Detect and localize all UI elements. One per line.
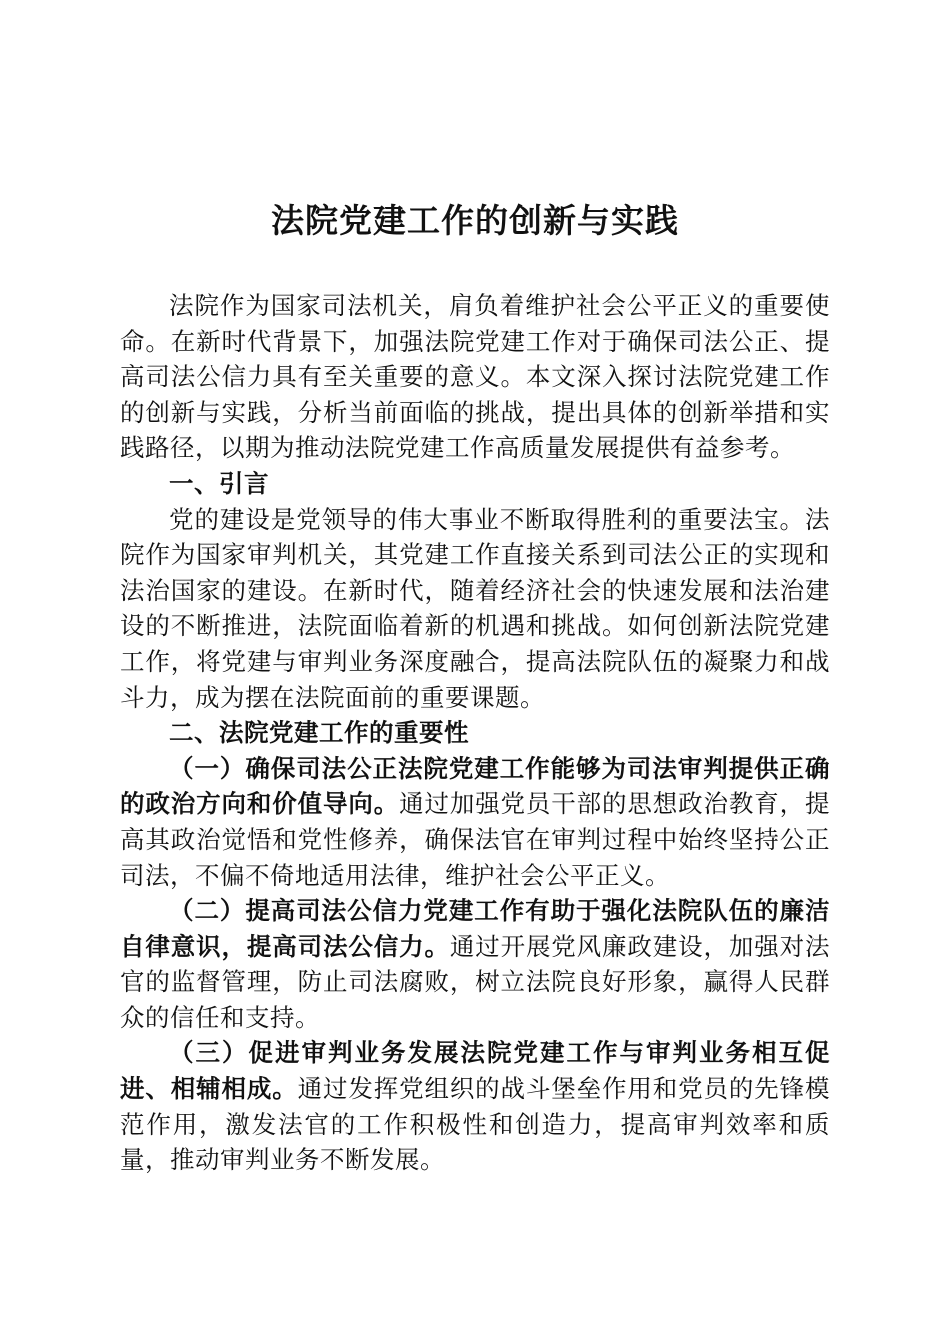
importance-item-3: [120, 1035, 830, 1177]
importance-item-2-lead: （二）提高司法公信力党建工作有助于强化法院队伍的廉洁自律意识，提高司法公信力。: [120, 896, 830, 961]
importance-item-3-text: 通过发挥党组织的战斗堡垒作用和党员的先锋模范作用，激发法官的工作积极性和创造力，提高审判效率和质量，推动审判业务不断发展。: [120, 1074, 830, 1175]
importance-item-2-text: 通过开展党风廉政建设，加强对法官的监督管理，防止司法腐败，树立法院良好形象，赢得人民群众的信任和支持。: [120, 931, 831, 1032]
section-heading-introduction: 一、引言: [169, 468, 269, 498]
importance-item-2: [120, 893, 830, 1035]
importance-item-1-text: 通过加强党员干部的思想政治教育，提高其政治觉悟和党性修养，确保法官在审判过程中始终坚持公正司法，不偏不倚地适用法律，维护社会公平正义。: [120, 789, 831, 890]
introduction-paragraph: 党的建设是党领导的伟大事业不断取得胜利的重要法宝。法院作为国家审判机关，其党建工作直接关系到司法公正的实现和法治国家的建设。在新时代，随着经济社会的快速发展和法治建设的不断推进，法院面临着新的机遇和挑战。如何创新法院党建工作，将党建与审判业务深度融合，提高法院队伍的凝聚力和战斗力，成为摆在法院面前的重要课题。: [120, 504, 830, 712]
document-body: [120, 288, 830, 1178]
document-title: 法院党建工作的创新与实践: [271, 201, 679, 240]
section-heading-importance: 二、法院党建工作的重要性: [169, 718, 469, 748]
importance-item-3-lead: （三）促进审判业务发展法院党建工作与审判业务相互促进、相辅相成。: [120, 1038, 830, 1104]
importance-item-1: [120, 751, 830, 893]
importance-item-1-lead: （一）确保司法公正法院党建工作能够为司法审判提供正确的政治方向和价值导向。: [120, 753, 830, 819]
intro-paragraph: 法院作为国家司法机关，肩负着维护社会公平正义的重要使命。在新时代背景下，加强法院党建工作对于确保司法公正、提高司法公信力具有至关重要的意义。本文深入探讨法院党建工作的创新与实践，分析当前面临的挑战，提出具体的创新举措和实践路径，以期为推动法院党建工作高质量发展提供有益参考。: [120, 291, 830, 463]
